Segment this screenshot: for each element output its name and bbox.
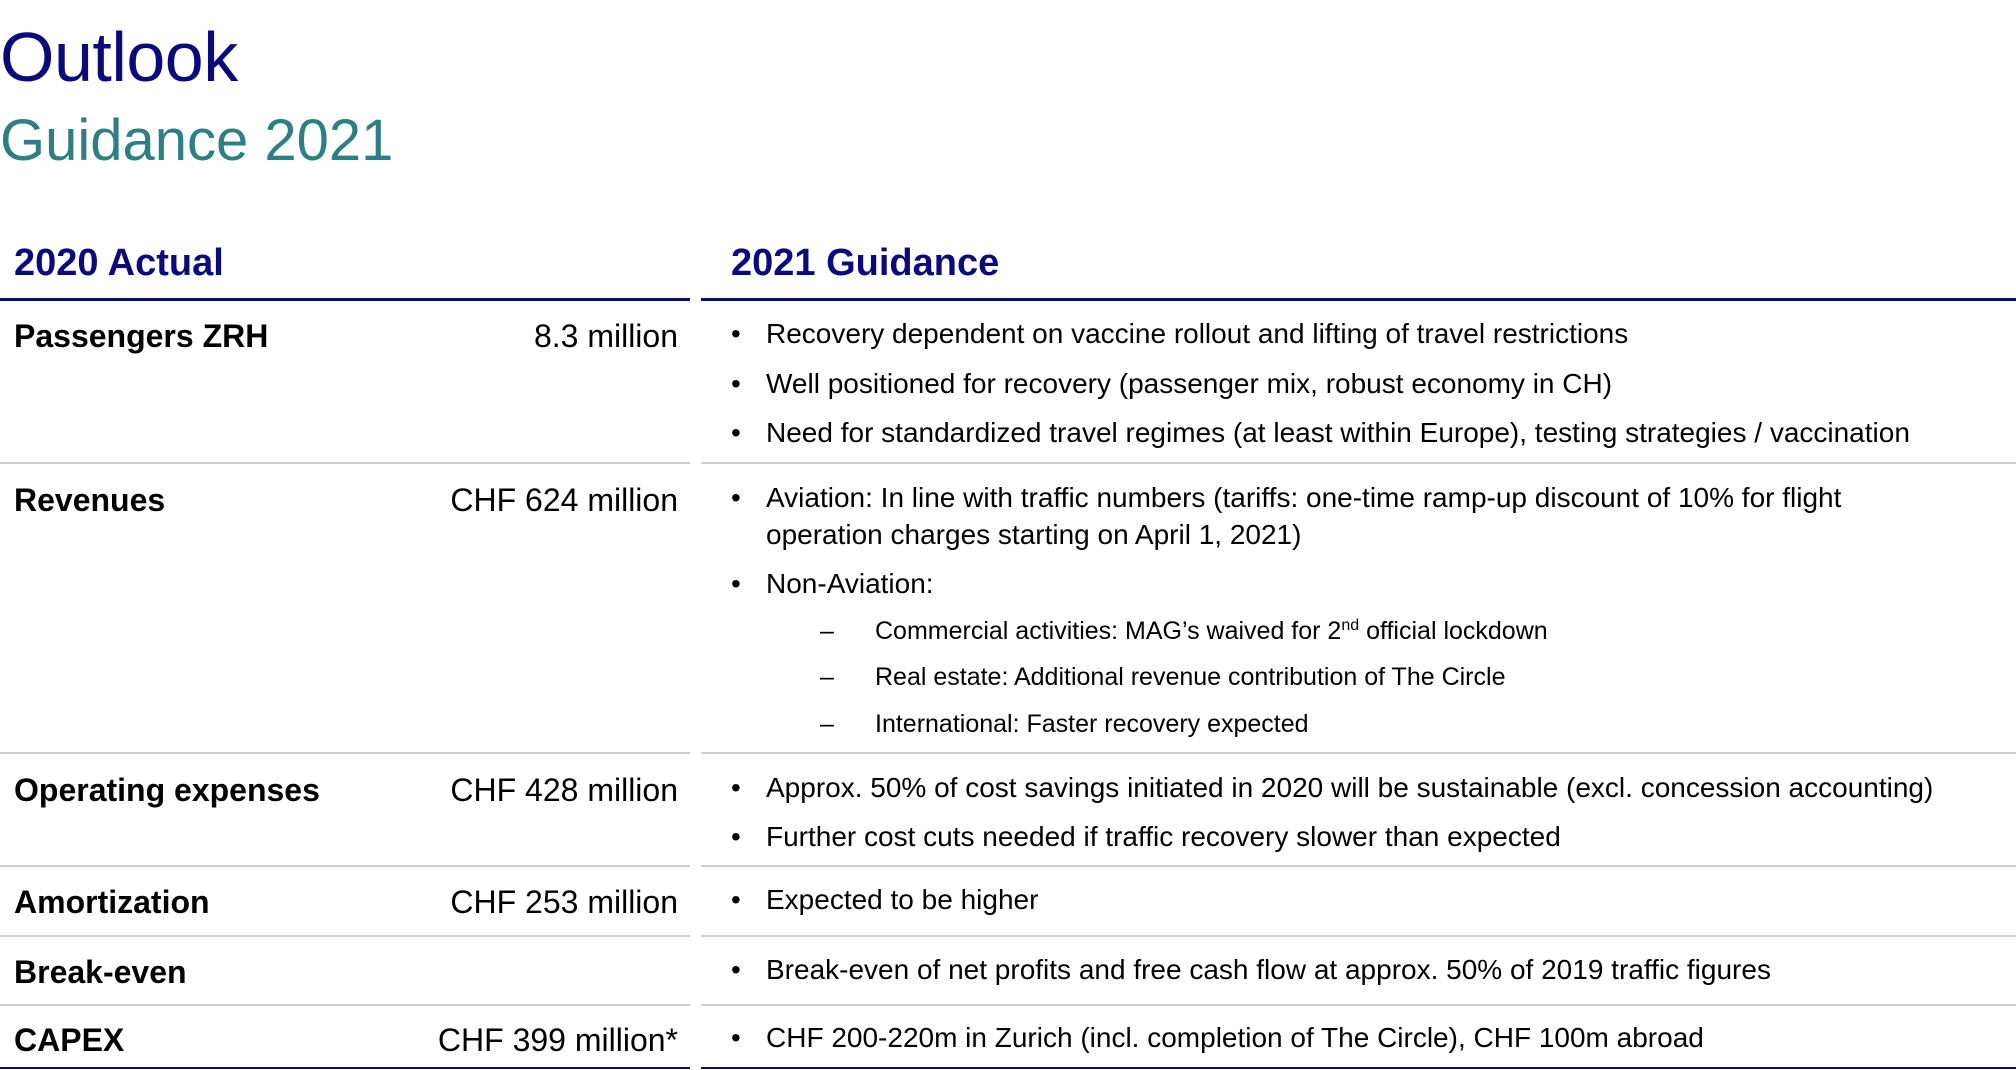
bullet-icon: •	[731, 884, 741, 915]
row-divider	[0, 935, 690, 937]
row-divider	[0, 752, 690, 754]
bullet-text: Approx. 50% of cost savings initiated in 2020 will be sustainable (excl. concession accounting)	[766, 772, 1934, 803]
bullet-item	[731, 565, 2001, 602]
bullet-icon: •	[731, 368, 741, 399]
table-bottom-rule	[701, 1067, 2016, 1069]
bullet-text: Well positioned for recovery (passenger mix, robust economy in CH)	[766, 368, 1613, 399]
bullet-icon: •	[731, 1022, 741, 1053]
row-divider	[701, 1004, 2016, 1006]
row-value: CHF 624 million	[450, 482, 678, 518]
row-divider	[701, 865, 2016, 867]
header-rule-left	[0, 298, 690, 301]
bullet-icon: •	[731, 954, 741, 985]
page-title: Outlook	[0, 18, 238, 96]
bullet-item	[731, 315, 2001, 352]
row-value: CHF 253 million	[450, 884, 678, 920]
row-divider	[701, 935, 2016, 937]
row-value: CHF 428 million	[450, 772, 678, 808]
row-label: Operating expenses	[14, 772, 320, 808]
row-divider	[701, 752, 2016, 754]
header-rule-right	[701, 298, 2016, 301]
sub-bullet-text: Real estate: Additional revenue contribution of The Circle	[875, 663, 1506, 691]
row-label: Amortization	[14, 884, 210, 920]
row-value: CHF 399 million*	[437, 1022, 678, 1058]
page-subtitle: Guidance 2021	[0, 108, 394, 173]
bullet-text: Expected to be higher	[766, 884, 1039, 915]
sub-bullet-text: Commercial activities: MAG’s waived for 2nd official lockdown	[875, 617, 1548, 645]
bullet-item	[731, 365, 2001, 402]
row-label: Break-even	[14, 954, 187, 990]
bullet-item	[731, 818, 2001, 855]
dash-icon: –	[820, 663, 834, 691]
bullet-icon: •	[731, 482, 741, 513]
row-label: CAPEX	[14, 1022, 125, 1058]
bullet-text: Aviation: In line with traffic numbers (tariffs: one-time ramp-up discount of 10% for flight operation charges starting on April 1, 2021)	[766, 482, 1842, 550]
bullet-item	[731, 769, 2001, 806]
bullet-text: Non-Aviation:	[766, 568, 934, 599]
column-header-actual: 2020 Actual	[14, 242, 224, 284]
bullet-icon: •	[731, 568, 741, 599]
bullet-text: CHF 200-220m in Zurich (incl. completion of The Circle), CHF 100m abroad	[766, 1022, 1704, 1053]
bullet-item	[731, 414, 2001, 451]
row-value: 8.3 million	[533, 318, 678, 354]
bullet-icon: •	[731, 318, 741, 349]
column-header-guidance: 2021 Guidance	[731, 242, 1000, 284]
row-divider	[701, 462, 2016, 464]
bullet-item	[731, 1019, 2001, 1056]
sub-bullet-item	[820, 708, 1970, 741]
bullet-text: Further cost cuts needed if traffic recovery slower than expected	[766, 821, 1561, 852]
bullet-text: Break-even of net profits and free cash flow at approx. 50% of 2019 traffic figures	[766, 954, 1771, 985]
sub-bullet-text: International: Faster recovery expected	[875, 710, 1309, 738]
bullet-icon: •	[731, 417, 741, 448]
row-divider	[0, 462, 690, 464]
bullet-item	[731, 881, 2001, 918]
bullet-icon: •	[731, 821, 741, 852]
bullet-text: Recovery dependent on vaccine rollout and lifting of travel restrictions	[766, 318, 1629, 349]
sub-bullet-item	[820, 615, 1970, 648]
row-label: Passengers ZRH	[14, 318, 269, 354]
table-bottom-rule	[0, 1067, 690, 1069]
row-divider	[0, 1004, 690, 1006]
bullet-item	[731, 951, 2001, 988]
bullet-icon: •	[731, 772, 741, 803]
sub-bullet-item	[820, 661, 1970, 694]
row-divider	[0, 865, 690, 867]
row-label: Revenues	[14, 482, 166, 518]
dash-icon: –	[820, 617, 834, 645]
bullet-text: Need for standardized travel regimes (at least within Europe), testing strategies / vaccination	[766, 417, 1910, 448]
bullet-item	[731, 479, 2001, 553]
dash-icon: –	[820, 710, 834, 738]
